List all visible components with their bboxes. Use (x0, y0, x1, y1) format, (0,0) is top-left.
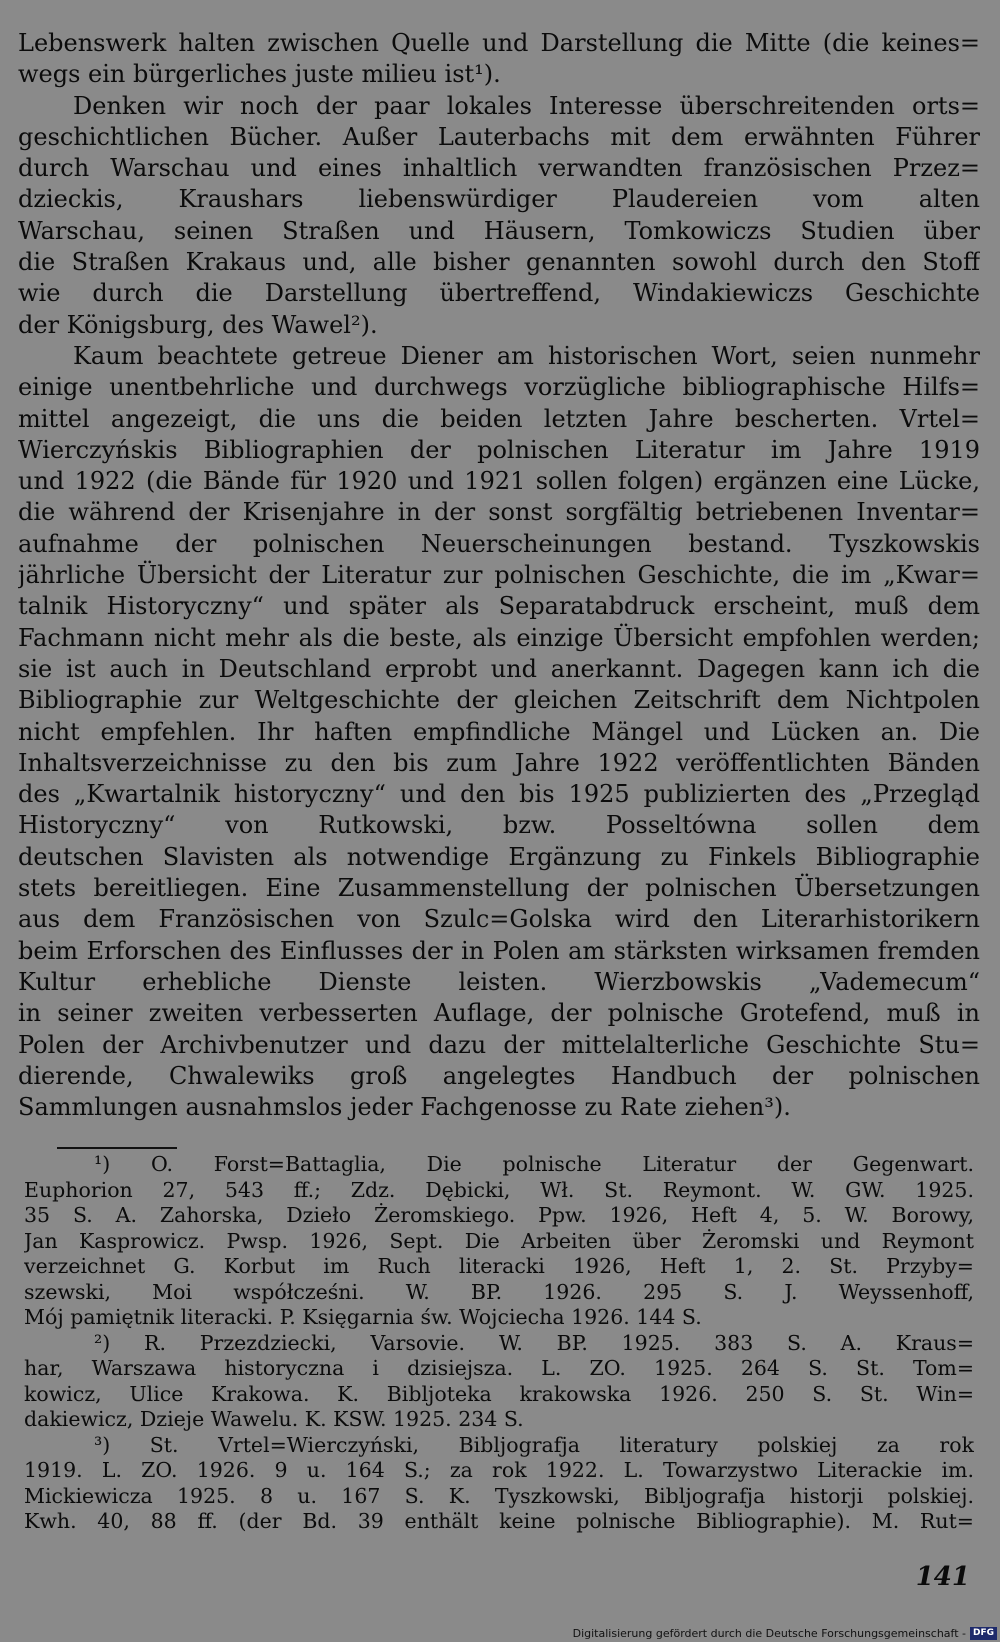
text-line: die Straßen Krakaus und, alle bisher genannten sowohl durch den Stoff (18, 248, 980, 277)
text-line: dzieckis, Kraushars liebenswürdiger Plaudereien vom alten (18, 185, 980, 214)
footnote-line: ¹) O. Forst=Battaglia, Die polnische Literatur der Gegenwart. (94, 1152, 974, 1176)
footnote-line: ²) R. Przezdziecki, Varsovie. W. BP. 1925. 383 S. A. Kraus= (94, 1330, 974, 1355)
text-line: durch Warschau und eines inhaltlich verwandten französischen Przez= (18, 154, 980, 183)
footnote-line: verzeichnet G. Korbut im Ruch literacki 1926, Heft 1, 2. St. Przyby= (24, 1254, 974, 1278)
footnote-line: Euphorion 27, 543 ff.; Zdz. Dębicki, Wł. St. Reymont. W. GW. 1925. (24, 1177, 974, 1202)
text-line: wie durch die Darstellung übertreffend, Windakiewiczs Geschichte (18, 279, 980, 308)
text-line: sie ist auch in Deutschland erprobt und anerkannt. Dagegen kann ich die (18, 654, 980, 683)
text-line: des „Kwartalnik historyczny“ und den bis 1925 publizierten des „Przegląd (18, 780, 980, 809)
text-line: talnik Historyczny“ und später als Separatabdruck erscheint, muß dem (18, 592, 980, 621)
text-line: Bibliographie zur Weltgeschichte der gleichen Zeitschrift dem Nichtpolen (18, 686, 980, 715)
footnotes (24, 1152, 974, 1535)
text-line: aus dem Französischen von Szulc=Golska wird den Literarhistorikern (18, 905, 980, 934)
page-number: 141 (915, 1562, 970, 1592)
main-text (18, 28, 980, 1123)
text-line: Inhaltsverzeichnisse zu den bis zum Jahre 1922 veröffentlichten Bänden (18, 748, 980, 777)
footnote-line: 1919. L. ZO. 1926. 9 u. 164 S.; za rok 1922. L. Towarzystwo Literackie im. (24, 1458, 974, 1482)
footnote-line: 35 S. A. Zahorska, Dzieło Żeromskiego. Ppw. 1926, Heft 4, 5. W. Borowy, (24, 1203, 974, 1227)
text-line: wegs ein bürgerliches juste milieu ist¹). (18, 60, 501, 89)
footnote-line: szewski, Moi współcześni. W. BP. 1926. 295 S. J. Weyssenhoff, (24, 1279, 974, 1304)
text-line: die während der Krisenjahre in der sonst sorgfältig betriebenen Inventar= (18, 498, 980, 527)
footnote-line: Jan Kasprowicz. Pwsp. 1926, Sept. Die Arbeiten über Żeromski und Reymont (24, 1228, 974, 1253)
text-line: Historyczny“ von Rutkowski, bzw. Posseltówna sollen dem (18, 811, 980, 840)
text-line: mittel angezeigt, die uns die beiden letzten Jahre bescherten. Vrtel= (18, 404, 980, 433)
text-line: stets bereitliegen. Eine Zusammenstellung der polnischen Übersetzungen (18, 874, 980, 903)
text-line: beim Erforschen des Einflusses der in Polen am stärksten wirksamen fremden (18, 936, 980, 965)
footnote-rule (57, 1147, 177, 1149)
text-line: der Königsburg, des Wawel²). (18, 310, 378, 339)
text-line: Lebenswerk halten zwischen Quelle und Darstellung die Mitte (die keines= (18, 29, 980, 57)
digitization-footer: Digitalisierung gefördert durch die Deutsche Forschungsgemeinschaft - (572, 1627, 966, 1640)
footnote-line: kowicz, Ulice Krakowa. K. Bibljoteka krakowska 1926. 250 S. St. Win= (24, 1381, 974, 1406)
text-line: und 1922 (die Bände für 1920 und 1921 sollen folgen) ergänzen eine Lücke, (18, 467, 980, 496)
text-line: Fachmann nicht mehr als die beste, als einzige Übersicht empfohlen werden; (18, 623, 980, 652)
footnote-line: ³) St. Vrtel=Wierczyński, Bibljografja literatury polskiej za rok (94, 1432, 974, 1457)
text-line: aufnahme der polnischen Neuerscheinungen bestand. Tyszkowskis (18, 529, 980, 558)
text-line: Denken wir noch der paar lokales Interesse überschreitenden orts= (73, 91, 980, 120)
text-line: nicht empfehlen. Ihr haften empfindliche Mängel und Lücken an. Die (18, 717, 980, 746)
footnote-line: har, Warszawa historyczna i dzisiejsza. L. ZO. 1925. 264 S. St. Tom= (24, 1356, 974, 1380)
text-line: Sammlungen ausnahmslos jeder Fachgenosse zu Rate ziehen³). (18, 1093, 791, 1122)
footnote-line: dakiewicz, Dzieje Wawelu. K. KSW. 1925. 234 S. (24, 1407, 524, 1431)
text-line: Kaum beachtete getreue Diener am historischen Wort, seien nunmehr (73, 341, 980, 370)
footnote-line: Kwh. 40, 88 ff. (der Bd. 39 enthält keine polnische Bibliographie). M. Rut= (24, 1509, 974, 1533)
footnote-line: Mickiewicza 1925. 8 u. 167 S. K. Tyszkowski, Bibljografja historji polskiej. (24, 1483, 974, 1508)
text-line: Wierczyńskis Bibliographien der polnischen Literatur im Jahre 1919 (18, 435, 980, 464)
text-line: Polen der Archivbenutzer und dazu der mittelalterliche Geschichte Stu= (18, 1030, 980, 1059)
text-line: jährliche Übersicht der Literatur zur polnischen Geschichte, die im „Kwar= (18, 561, 980, 590)
text-line: geschichtlichen Bücher. Außer Lauterbachs mit dem erwähnten Führer (18, 122, 980, 151)
text-line: deutschen Slavisten als notwendige Ergänzung zu Finkels Bibliographie (18, 842, 980, 871)
footnote-line: Mój pamiętnik literacki. P. Księgarnia św. Wojciecha 1926. 144 S. (24, 1305, 702, 1329)
text-line: dierende, Chwalewiks groß angelegtes Handbuch der polnischen (18, 1061, 980, 1090)
text-line: einige unentbehrliche und durchwegs vorzügliche bibliographische Hilfs= (18, 373, 980, 402)
text-line: Kultur erhebliche Dienste leisten. Wierzbowskis „Vademecum“ (18, 967, 980, 996)
dfg-logo: DFG (970, 1627, 997, 1640)
text-line: in seiner zweiten verbesserten Auflage, der polnische Grotefend, muß in (18, 999, 980, 1028)
text-line: Warschau, seinen Straßen und Häusern, Tomkowiczs Studien über (18, 216, 980, 245)
